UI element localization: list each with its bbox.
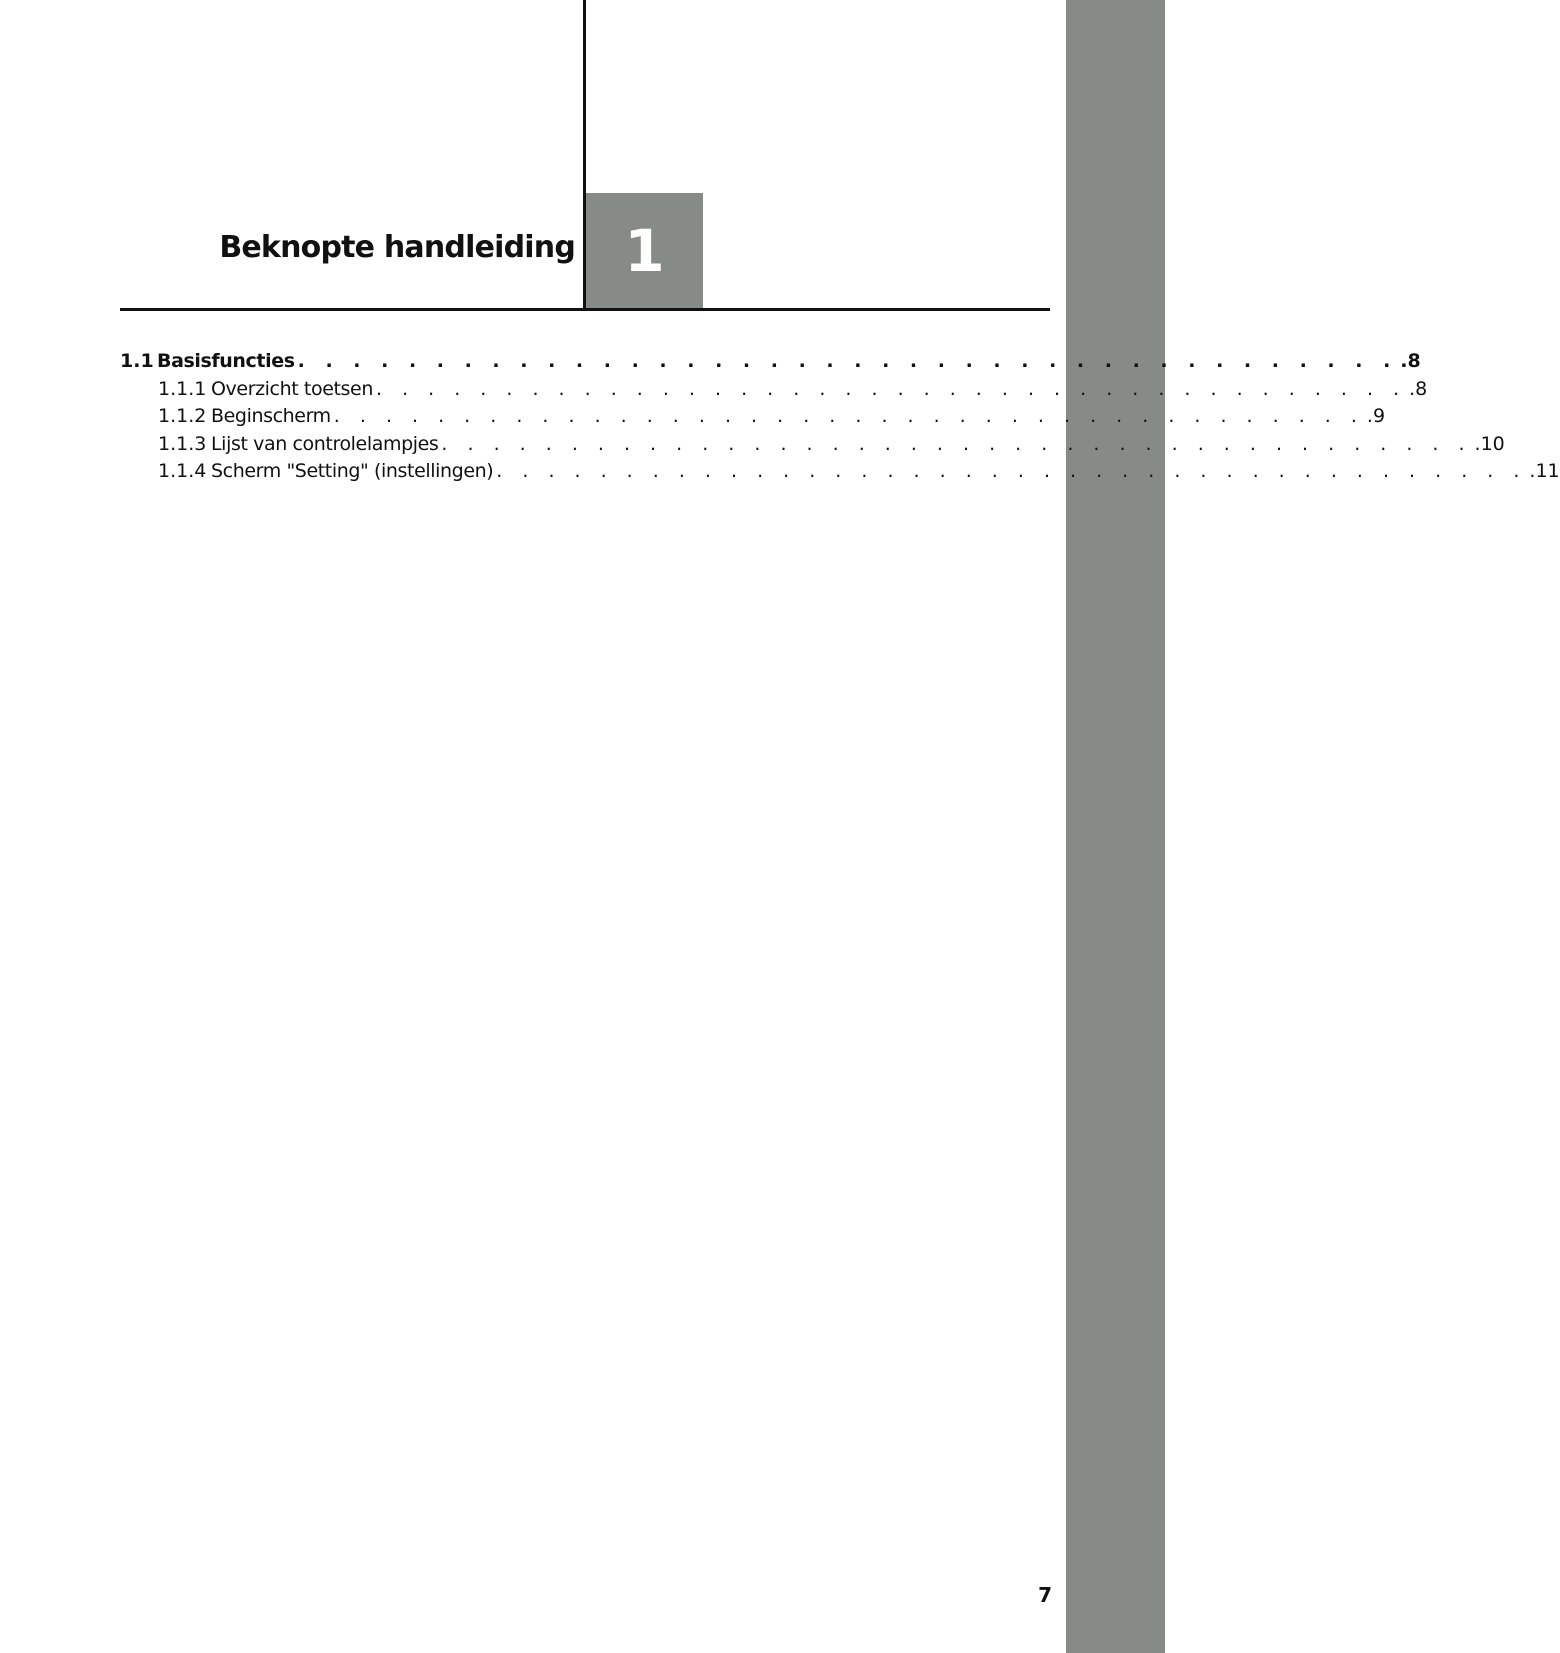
toc-dot-leader: . . . . . . . . . . . . . . . . . . . . . . . . . . . . . . . . . . . . . . . .	[333, 405, 1364, 427]
toc-entry-number: 1.1.2	[158, 405, 207, 427]
toc-entry[interactable]	[120, 405, 1386, 433]
chapter-title: Beknopte handleiding	[219, 230, 575, 265]
page-number: 7	[1038, 1583, 1052, 1607]
toc-entry-label: Scherm "Setting" (instellingen)	[211, 460, 494, 482]
horizontal-rule	[120, 308, 1050, 311]
toc-entry[interactable]	[120, 377, 1428, 406]
side-tab-bar	[1066, 0, 1165, 1653]
toc-dot-leader: . . . . . . . . . . . . . . . . . . . . . . . . . . . . . . . . . . . . . . . .	[375, 377, 1407, 400]
chapter-number: 1	[624, 216, 665, 285]
toc-entry-label: Overzicht toetsen	[211, 377, 373, 400]
toc-entry-label: Lijst van controlelampjes	[211, 432, 439, 455]
toc-entry-page: .11	[1529, 460, 1560, 482]
toc-entry-label: Beginscherm	[211, 405, 331, 427]
toc-entry[interactable]	[120, 432, 1505, 461]
toc-entry-number: 1.1.4	[158, 460, 207, 482]
toc-entry[interactable]	[120, 350, 1421, 378]
toc-entry[interactable]	[120, 460, 1560, 488]
toc-dot-leader: . . . . . . . . . . . . . . . . . . . . . . . . . . . . . . . . . . . . . . . .	[297, 350, 1398, 372]
toc-entry-label: Basisfuncties	[157, 350, 295, 372]
toc-entry-number: 1.1.1	[158, 377, 207, 400]
toc-entry-page: .8	[1400, 350, 1421, 372]
toc-entry-page: .10	[1474, 432, 1505, 455]
toc-entry-page: .8	[1409, 377, 1428, 400]
toc-entry-number: 1.1.3	[158, 432, 207, 455]
table-of-contents	[120, 350, 1560, 488]
chapter-number-box	[586, 193, 703, 308]
toc-dot-leader: . . . . . . . . . . . . . . . . . . . . . . . . . . . . . . . . . . . . . . . .	[441, 432, 1472, 455]
toc-dot-leader: . . . . . . . . . . . . . . . . . . . . . . . . . . . . . . . . . . . . . . . .	[496, 460, 1527, 482]
toc-entry-page: .9	[1366, 405, 1386, 427]
toc-entry-number: 1.1	[120, 350, 154, 372]
